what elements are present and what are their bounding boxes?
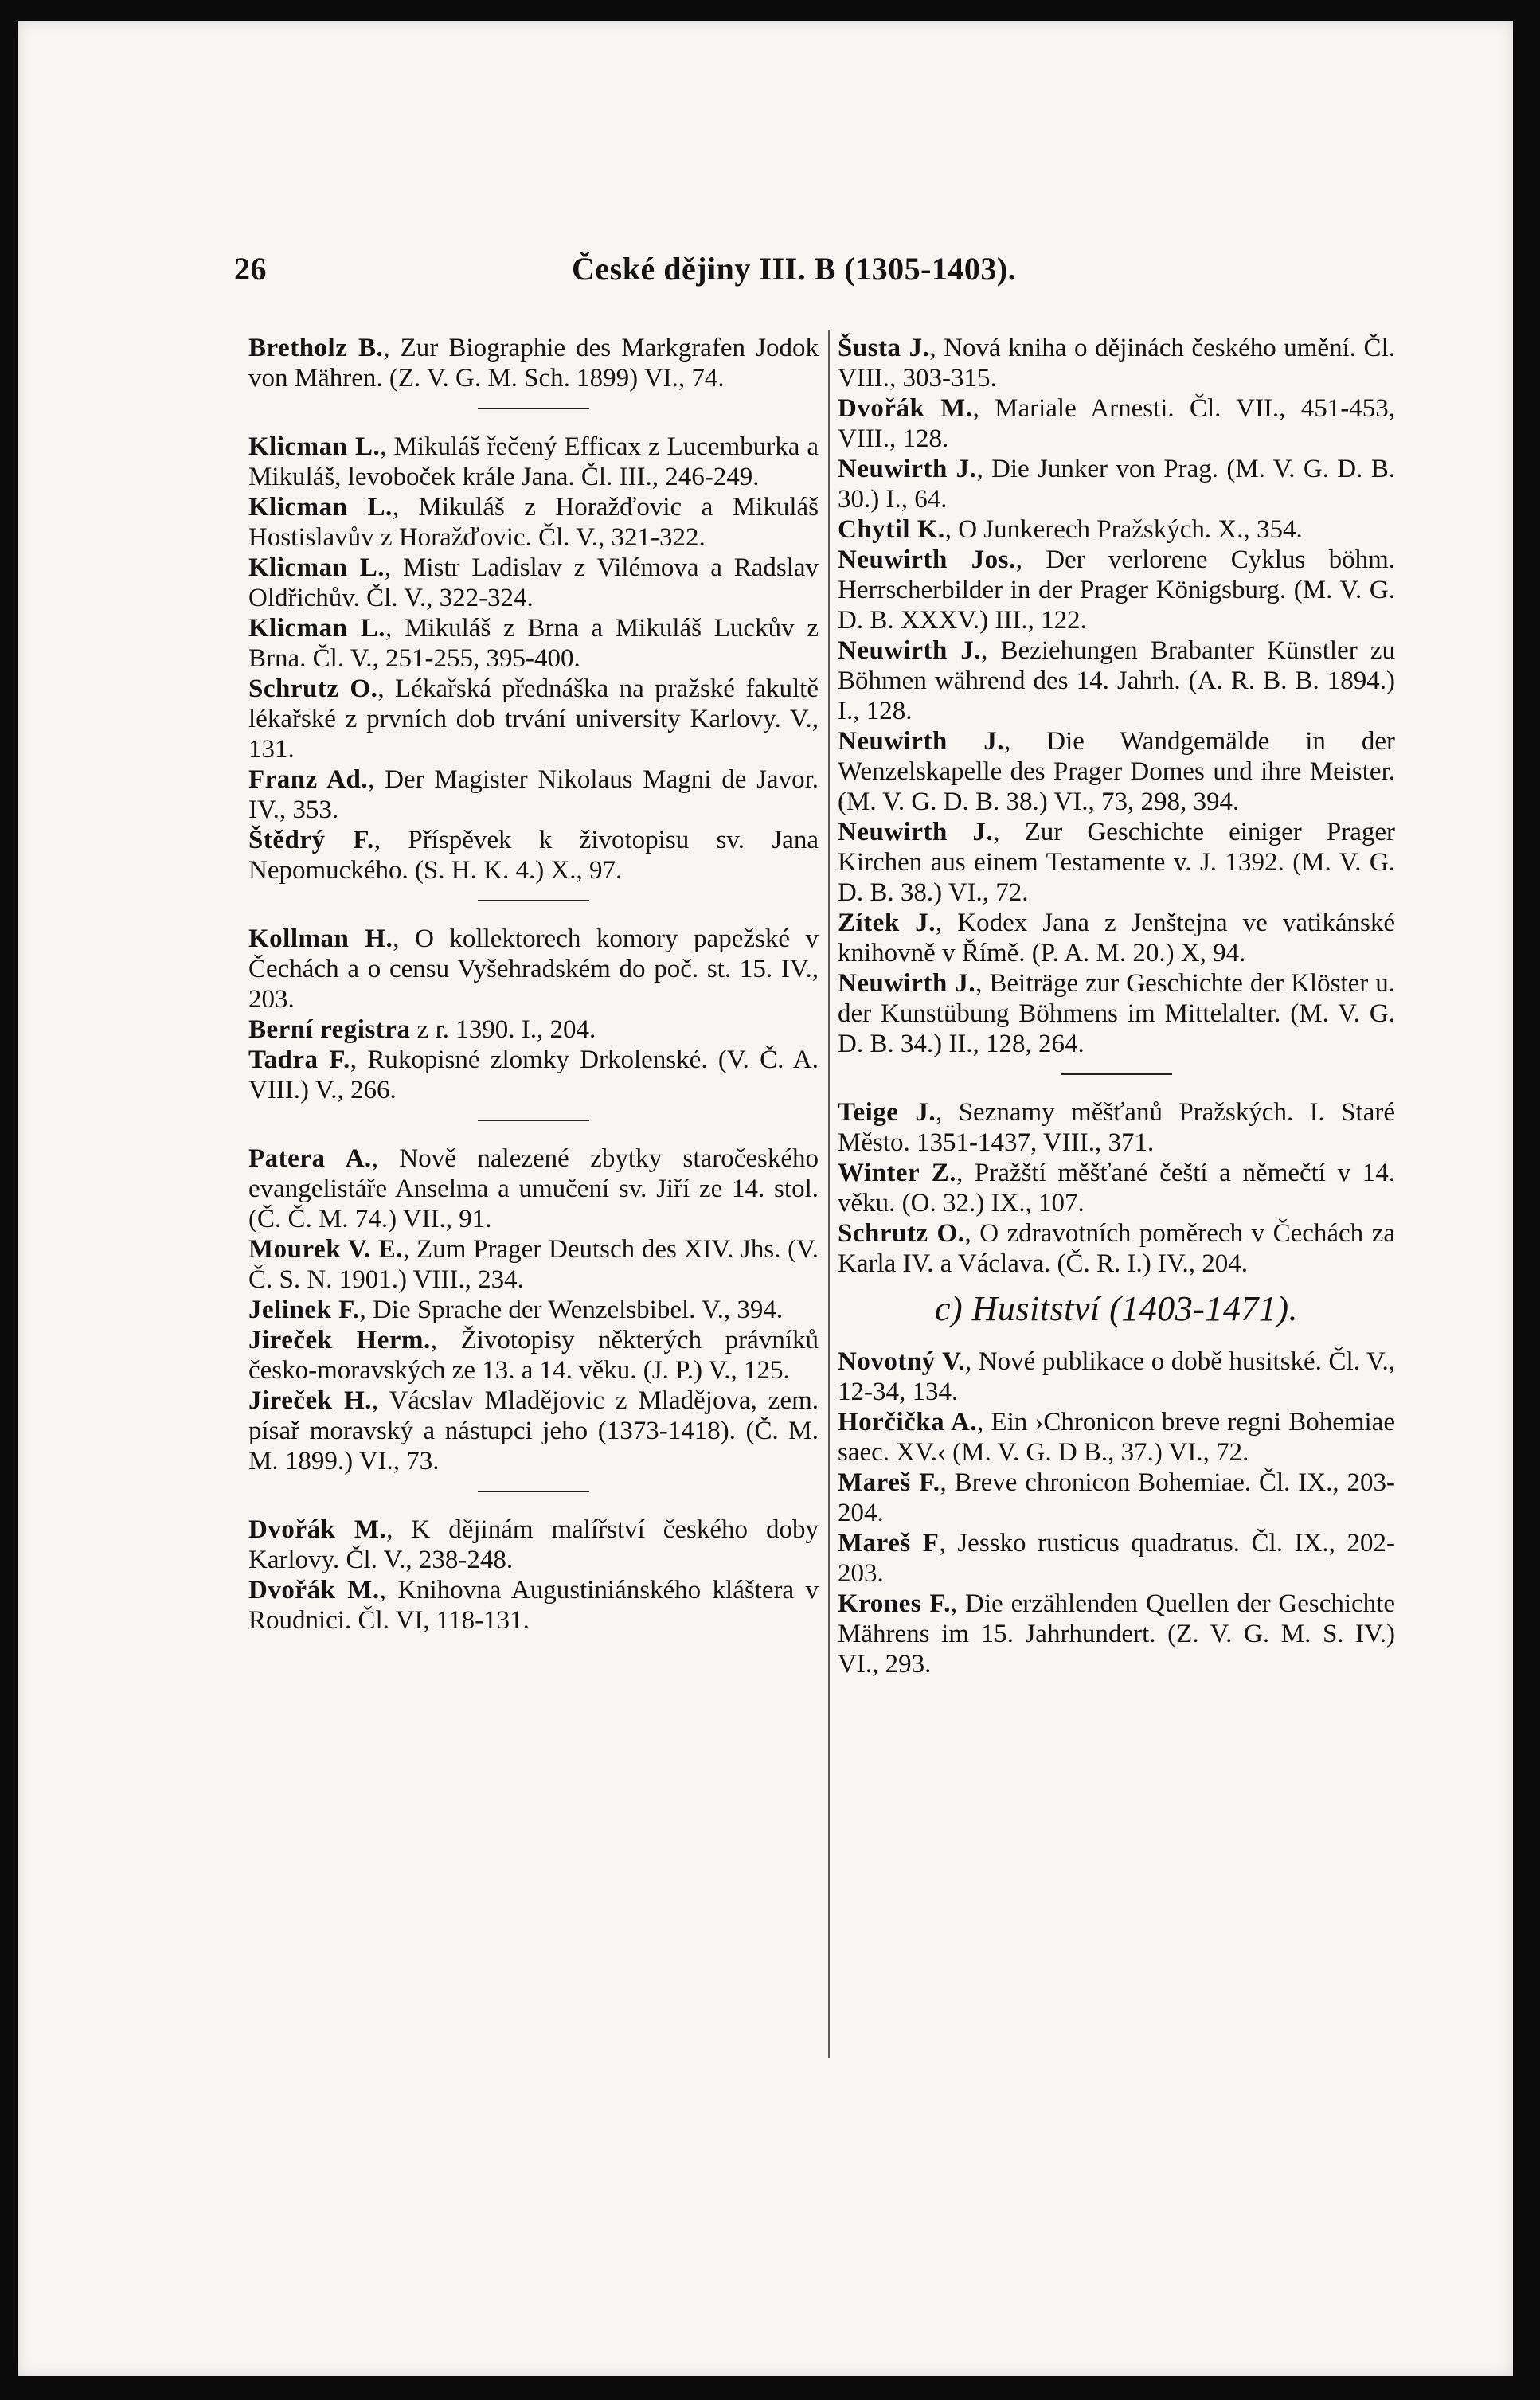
entry-text: , Zur Geschichte einiger Prager Kirchen aus einem Testamente v. J. 1392. (M. V. G. D. B. 38.) VI., 72.: [838, 818, 1395, 907]
bibliography-entry: [838, 1158, 1395, 1218]
entry-text: , Breve chronicon Bohemiae. Čl. IX., 203-204.: [838, 1468, 1395, 1527]
entry-text: , Die erzählenden Quellen der Geschichte Mährens im 15. Jahrhundert. (Z. V. G. M. S. IV.) VI., 293.: [838, 1589, 1395, 1679]
bibliography-entry: [838, 1468, 1395, 1528]
entry-author: Jelinek F.: [248, 1296, 360, 1324]
entry-text: , Nové publikace o době husitské. Čl. V., 12-34, 134.: [838, 1347, 1395, 1406]
entry-author: Klicman L.: [248, 553, 385, 582]
entry-author: Neuwirth J.: [838, 818, 994, 846]
entry-author: Dvořák M.: [248, 1515, 387, 1544]
bibliography-entry: [838, 545, 1395, 635]
entry-text: , Vácslav Mladějovic z Mladějova, zem. písař moravský a nástupci jeho (1373-1418). (Č. M. M. 1899.) VI., 73.: [248, 1386, 819, 1476]
entry-text: , Seznamy měšťanů Pražských. I. Staré Město. 1351-1437, VIII., 371.: [838, 1098, 1395, 1157]
bibliography-entry: [838, 1347, 1395, 1407]
bibliography-entry: [838, 1407, 1395, 1468]
bibliography-entry: [248, 333, 819, 393]
bibliography-entry: [248, 764, 819, 825]
entry-text: z r. 1390. I., 204.: [410, 1015, 596, 1044]
bibliography-entry: [838, 1097, 1395, 1158]
bibliography-entry: [248, 1575, 819, 1636]
entry-text: , Nová kniha o dějinách českého umění. Čl. VIII., 303-315.: [838, 334, 1395, 393]
bibliography-entry: [838, 817, 1395, 908]
page-title: České dějiny III. B (1305-1403).: [572, 251, 1017, 287]
entry-author: Krones F.: [838, 1589, 951, 1618]
entry-author: Neuwirth J.: [838, 455, 977, 483]
bibliography-entry: [838, 1528, 1395, 1589]
entry-author: Mareš F.: [838, 1468, 940, 1497]
entry-author: Neuwirth Jos.: [838, 545, 1016, 574]
entry-text: , K dějinám malířství českého doby Karlovy. Čl. V., 238-248.: [248, 1515, 819, 1574]
entry-text: , Životopisy některých právníků česko-moravských ze 13. a 14. věku. (J. P.) V., 125.: [248, 1326, 819, 1385]
entry-author: Jireček H.: [248, 1386, 372, 1415]
entry-author: Horčička A.: [838, 1408, 978, 1436]
entry-text: , Mikuláš z Horažďovic a Mikuláš Hostislavův z Horažďovic. Čl. V., 321-322.: [248, 493, 819, 552]
entry-author: Dvořák M.: [838, 394, 973, 423]
entry-author: Kollman H.: [248, 924, 393, 953]
bibliography-entry: [838, 635, 1395, 726]
entry-author: Chytil K.: [838, 515, 945, 544]
entry-text: , Nově nalezené zbytky staročeského evangelistáře Anselma a umučení sv. Jiří ze 14. stol. (Č. Č. M. 74.) VII., 91.: [248, 1144, 819, 1233]
bibliography-entry: [838, 726, 1395, 817]
entry-author: Franz Ad.: [248, 765, 369, 794]
entry-author: Neuwirth J.: [838, 969, 976, 998]
entry-text: , Mariale Arnesti. Čl. VII., 451-453, VIII., 128.: [838, 394, 1395, 453]
entry-text: , Die Sprache der Wenzelsbibel. V., 394.: [359, 1296, 784, 1324]
entry-author: Teige J.: [838, 1098, 936, 1127]
bibliography-entry: [838, 333, 1395, 393]
bibliography-entry: [838, 968, 1395, 1059]
bibliography-entry: [248, 613, 819, 674]
bibliography-entry: [248, 492, 819, 553]
bibliography-entry: [248, 1386, 819, 1476]
bibliography-entry: [248, 1045, 819, 1105]
entry-author: Schrutz O.: [248, 674, 378, 703]
section-rule: [478, 1120, 589, 1121]
entry-author: Tadra F.: [248, 1046, 350, 1074]
entry-author: Berní registra: [248, 1015, 411, 1044]
entry-text: , Rukopisné zlomky Drkolenské. (V. Č. A. VIII.) V., 266.: [248, 1046, 819, 1104]
section-rule: [478, 1491, 589, 1492]
entry-author: Klicman L.: [248, 614, 386, 643]
bibliography-entry: [248, 1325, 819, 1386]
bibliography-entry: [248, 1515, 819, 1575]
section-rule: [478, 900, 589, 901]
entry-author: Neuwirth J.: [838, 727, 1005, 756]
entry-text: , Der verlorene Cyklus böhm. Herrscherbilder in der Prager Königsburg. (M. V. G. D. B. XXXV.) III., 122.: [838, 545, 1395, 635]
entry-author: Mourek V. E.: [248, 1235, 404, 1264]
entry-author: Šusta J.: [838, 334, 930, 362]
entry-text: , Zum Prager Deutsch des XIV. Jhs. (V. Č. S. N. 1901.) VIII., 234.: [248, 1235, 819, 1294]
entry-text: , O kollektorech komory papežské v Čechách a o censu Vyšehradském do poč. st. 15. IV., 203.: [248, 924, 819, 1014]
entry-author: Winter Z.: [838, 1159, 957, 1187]
entry-text: , O zdravotních poměrech v Čechách za Karla IV. a Václava. (Č. R. I.) IV., 204.: [838, 1219, 1395, 1278]
bibliography-entry: [248, 553, 819, 613]
entry-text: , Mikuláš řečený Efficax z Lucemburka a Mikuláš, levobоček krále Jana. Čl. III., 246-249.: [248, 432, 819, 491]
entry-author: Klicman L.: [248, 493, 393, 522]
bibliography-entry: [248, 1234, 819, 1295]
bibliography-entry: [248, 1143, 819, 1234]
bibliography-entry: [248, 674, 819, 764]
entry-text: , Die Wandgemälde in der Wenzelskapelle des Prager Domes und ihre Meister. (M. V. G. D. B. 38.) VI., 73, 298, 394.: [838, 727, 1395, 816]
entry-text: , Die Junker von Prag. (M. V. G. D. B. 30.) I., 64.: [838, 455, 1395, 514]
entry-text: , Příspěvek k životopisu sv. Jana Nepomuckého. (S. H. K. 4.) X., 97.: [248, 826, 819, 885]
entry-author: Štědrý F.: [248, 826, 374, 854]
bibliography-entry: [838, 1218, 1395, 1279]
entry-author: Jireček Herm.: [248, 1326, 431, 1354]
section-rule: [1061, 1073, 1172, 1075]
section-heading: c) Husitství (1403-1471).: [934, 1289, 1299, 1328]
entry-author: Zítek J.: [838, 909, 936, 937]
bibliography-entry: [248, 825, 819, 885]
entry-author: Patera A.: [248, 1144, 372, 1173]
entry-text: , Beiträge zur Geschichte der Klöster u. der Kunstübung Böhmens im Mittelalter. (M. V. G. D. B. 34.) II., 128, 264.: [838, 969, 1395, 1058]
entry-text: , Knihovna Augustiniánského kláštera v Roudnici. Čl. VI, 118-131.: [248, 1576, 819, 1635]
entry-text: , Zur Biographie des Markgrafen Jodok von Mähren. (Z. V. G. M. Sch. 1899) VI., 74.: [248, 334, 819, 393]
entry-author: Neuwirth J.: [838, 636, 982, 665]
bibliography-entry: [248, 1295, 819, 1325]
left-column: [248, 333, 819, 1636]
column-divider: [828, 330, 830, 2058]
entry-author: Klicman L.: [248, 432, 381, 461]
entry-author: Bretholz B.: [248, 334, 384, 362]
bibliography-entry: [838, 454, 1395, 514]
entry-author: Dvořák M.: [248, 1576, 380, 1605]
entry-text: , Mikuláš z Brna a Mikuláš Luckův z Brna. Čl. V., 251-255, 395-400.: [248, 614, 819, 673]
entry-text: , Beziehungen Brabanter Künstler zu Böhmen während des 14. Jahrh. (A. R. B. B. 1894.) I., 128.: [838, 636, 1395, 725]
bibliography-entry: [838, 514, 1395, 545]
entry-author: Schrutz O.: [838, 1219, 965, 1248]
right-column: [838, 333, 1395, 1679]
entry-text: , Pražští měšťané čeští a němečtí v 14. věku. (O. 32.) IX., 107.: [838, 1159, 1396, 1218]
bibliography-entry: [838, 1589, 1395, 1679]
entry-author: Mareš F: [838, 1529, 940, 1558]
entry-text: , Der Magister Nikolaus Magni de Javor. IV., 353.: [248, 765, 819, 824]
entry-author: Novotný V.: [838, 1347, 965, 1376]
bibliography-entry: [248, 432, 819, 492]
entry-text: , O Junkerech Pražských. X., 354.: [944, 515, 1303, 544]
bibliography-entry: [838, 908, 1395, 968]
bibliography-entry: [248, 924, 819, 1014]
bibliography-entry: [838, 393, 1395, 454]
book-page: [18, 21, 1513, 2376]
entry-text: , Mistr Ladislav z Vilémova a Radslav Oldřichův. Čl. V., 322-324.: [248, 553, 819, 612]
entry-text: , Kodex Jana z Jenštejna ve vatikánské knihovně v Římě. (P. A. M. 20.) X, 94.: [838, 909, 1395, 967]
entry-text: , Jessko rusticus quadratus. Čl. IX., 202-203.: [838, 1529, 1395, 1588]
bibliography-entry: [248, 1014, 819, 1045]
page-number: 26: [234, 251, 267, 287]
section-rule: [478, 408, 589, 409]
entry-text: , Lékařská přednáška na pražské fakultě lékařské z prvních dob trvání university Karlovy. V., 131.: [248, 674, 819, 764]
entry-text: , Ein ›Chronicon breve regni Bohemiae saec. XV.‹ (M. V. G. D B., 37.) VI., 72.: [838, 1408, 1395, 1467]
